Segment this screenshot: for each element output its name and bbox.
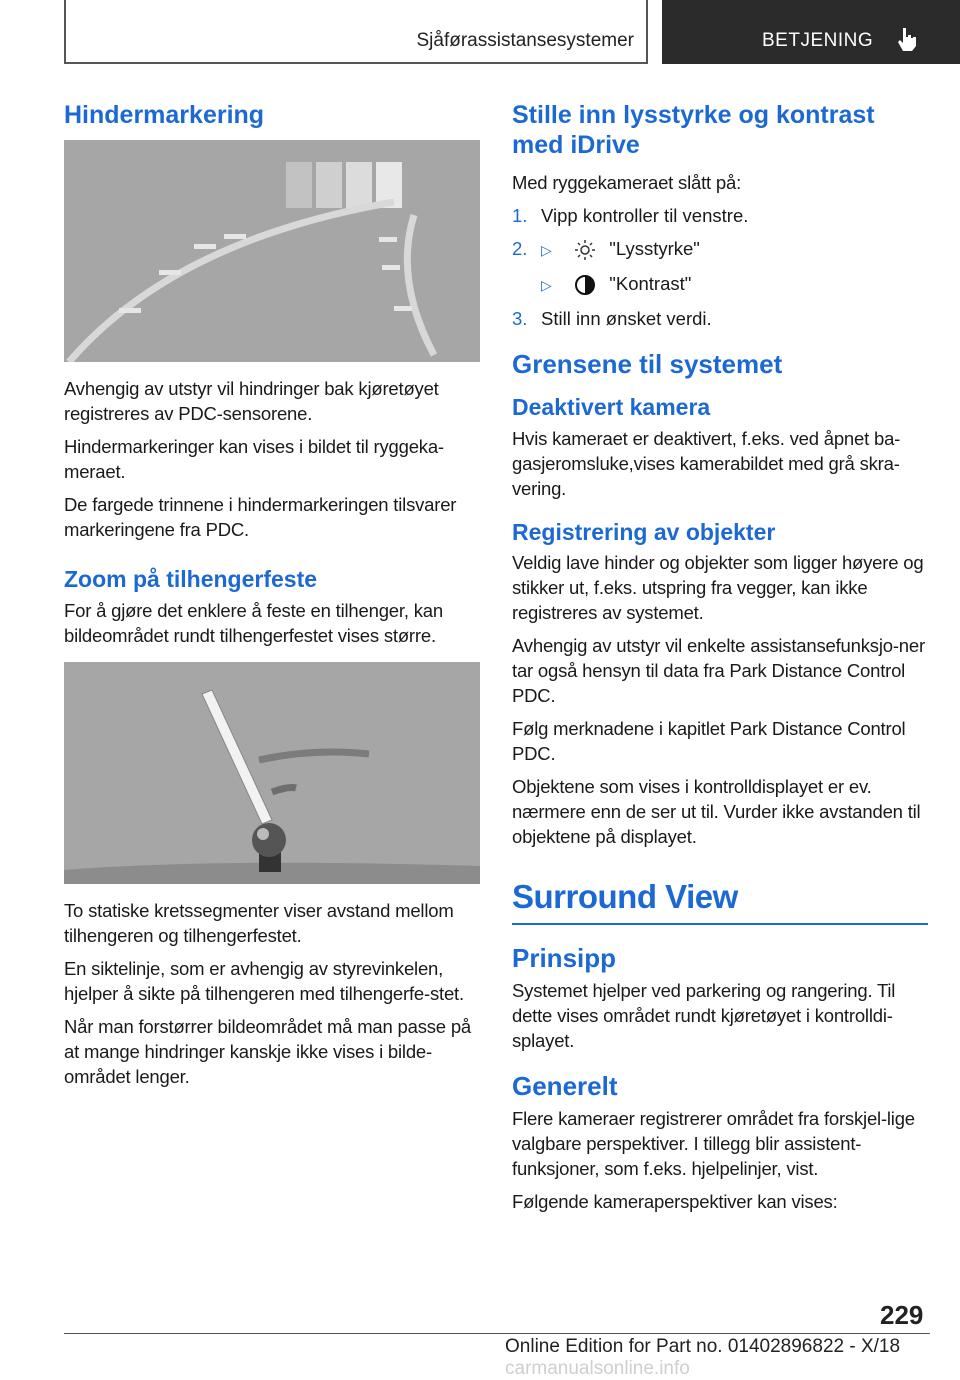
page-number: 229 (880, 1300, 924, 1330)
paragraph-zoom-4: Når man forstørrer bildeområdet må man passe på at mange hindringer kanskje ikke vises i bilde-området lenger. (64, 1015, 472, 1087)
paragraph-zoom-3: En siktelinje, som er avhengig av styrevinkelen, hjelper å sikte på tilhengeren med tilhengerfe-stet. (64, 957, 464, 1004)
step-3 (512, 306, 928, 331)
paragraph-zoom-2: To statiske kretssegmenter viser avstand mellom tilhengeren og tilhengerfestet. (64, 899, 454, 946)
heading-brightness-contrast: Stille inn lysstyrke og kontrast med iDrive (512, 101, 875, 159)
step-number: 2. (512, 238, 528, 259)
paragraph-object-detection-1: Veldig lave hinder og objekter som ligger høyere og stikker ut, f.eks. utspring fra vegger, kan ikke registreres av systemet. (512, 552, 924, 624)
footer-watermark: carmanualsonline.info (505, 1358, 690, 1379)
step-text: Vipp kontroller til venstre. (541, 205, 749, 226)
heading-zoom-hitch: Zoom på tilhengerfeste (64, 566, 318, 592)
heading-obstacle-marking: Hindermarkering (64, 101, 265, 129)
heading-general: Generelt (512, 1071, 618, 1102)
triangle-right-icon: ▷ (541, 242, 552, 258)
step-text: Still inn ønsket verdi. (541, 308, 712, 329)
header-chapter-box (662, 0, 960, 64)
paragraph-object-detection-3: Følg merknadene i kapitlet Park Distance Control PDC. (512, 718, 906, 765)
right-column (512, 100, 928, 1222)
footer-edition (505, 1336, 960, 1380)
paragraph-object-detection-2: Avhengig av utstyr vil enkelte assistansefunksjo-ner tar også hensyn til data fra Park Distance Control PDC. (512, 635, 925, 707)
heading-object-detection: Registrering av objekter (512, 518, 776, 545)
paragraph-brightness-intro: Med ryggekameraet slått på: (512, 172, 742, 193)
hitch-zoom-illustration (64, 662, 480, 884)
brightness-sun-icon (572, 239, 598, 261)
paragraph-general-2: Følgende kameraperspektiver kan vises: (512, 1191, 838, 1213)
contrast-icon (572, 274, 598, 296)
step-2 (512, 236, 928, 298)
step-text: "Lysstyrke" (609, 238, 700, 259)
paragraph-principle: Systemet hjelper ved parkering og rangering. Til dette vises området rundt kjøretøyet i kontrolldi-splayet. (512, 980, 896, 1052)
header-section-box (64, 0, 648, 64)
step-number: 3. (512, 308, 528, 329)
paragraph-obstacle-2: Hindermarkeringer kan vises i bildet til ryggeka-meraet. (64, 436, 444, 482)
footer-rule (64, 1333, 930, 1334)
step-subtext: "Kontrast" (609, 273, 692, 294)
step-1 (512, 203, 928, 228)
hitch-zoom-image (64, 662, 480, 884)
header-chapter-title: BETJENING (762, 30, 874, 51)
obstacle-marking-image (64, 140, 480, 362)
section-rule (512, 923, 928, 925)
paragraph-zoom-1: For å gjøre det enklere å feste en tilhenger, kan bildeområdet rundt tilhengerfestet vises større. (64, 599, 443, 646)
steps-list (512, 203, 928, 331)
paragraph-general-1: Flere kameraer registrerer området fra forskjel-lige valgbare perspektiver. I tillegg blir assistent-funksjoner, som f.eks. hjelpelinjer, vist. (512, 1108, 915, 1180)
paragraph-camera-deactivated: Hvis kameraet er deaktivert, f.eks. ved åpnet ba-gasjeromsluke,vises kamerabildet med grå skra-vering. (512, 427, 901, 499)
paragraph-obstacle-1: Avhengig av utstyr vil hindringer bak kjøretøyet registreres av PDC-sensorene. (64, 378, 439, 424)
heading-surround-view: Surround View (512, 878, 738, 916)
heading-camera-deactivated: Deaktivert kamera (512, 394, 711, 421)
header-section-title: Sjåførassistansesystemer (416, 30, 634, 51)
footer-edition-text: Online Edition for Part no. 01402896822 - X/18 (505, 1336, 901, 1357)
triangle-right-icon: ▷ (541, 277, 552, 293)
obstacle-marking-illustration (64, 140, 480, 362)
hand-pointer-icon (894, 26, 920, 52)
heading-principle: Prinsipp (512, 942, 617, 973)
paragraph-obstacle-3: De fargede trinnene i hindermarkeringen tilsvarer markeringene fra PDC. (64, 494, 457, 540)
heading-system-limits: Grensene til systemet (512, 349, 783, 379)
step-number: 1. (512, 205, 528, 226)
paragraph-object-detection-4: Objektene som vises i kontrolldisplayet er ev. nærmere enn de ser ut til. Vurder ikke avstanden til objektene på displayet. (512, 776, 921, 848)
left-column (64, 100, 480, 1097)
